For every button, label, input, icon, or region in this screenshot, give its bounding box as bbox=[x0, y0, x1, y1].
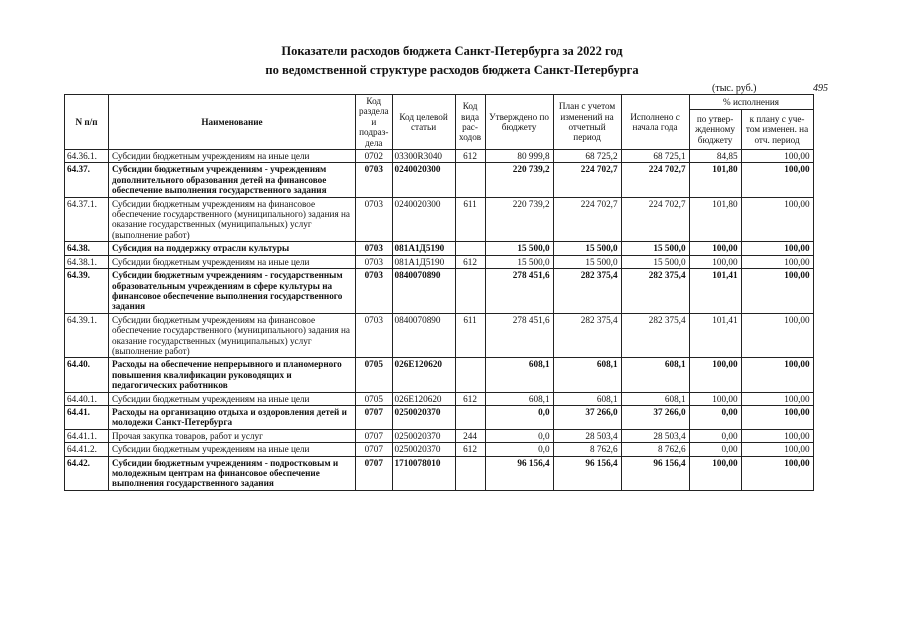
table-row bbox=[65, 456, 814, 490]
cell-executed: 96 156,4 bbox=[621, 456, 689, 490]
cell-num: 64.36.1. bbox=[65, 150, 109, 163]
cell-section: 0707 bbox=[356, 405, 393, 429]
cell-num: 64.41.2. bbox=[65, 443, 109, 456]
cell-executed: 15 500,0 bbox=[621, 242, 689, 255]
cell-pct-budget: 100,00 bbox=[689, 392, 741, 405]
cell-num: 64.40.1. bbox=[65, 392, 109, 405]
col-header-pct-budget: по утвер-жденному бюджету bbox=[689, 109, 741, 149]
cell-pct-plan: 100,00 bbox=[741, 269, 813, 314]
cell-name: Расходы на обеспечение непрерывного и планомерного повышения квалификации руководящих и педагогических работников bbox=[109, 358, 356, 392]
cell-pct-budget: 100,00 bbox=[689, 242, 741, 255]
cell-plan: 8 762,6 bbox=[553, 443, 621, 456]
cell-target: 0840070890 bbox=[392, 313, 455, 358]
cell-target: 0240020300 bbox=[392, 197, 455, 242]
cell-target: 081A1Д5190 bbox=[392, 255, 455, 268]
page-number: 495 bbox=[813, 83, 828, 94]
cell-section: 0707 bbox=[356, 456, 393, 490]
table-row bbox=[65, 392, 814, 405]
cell-executed: 224 702,7 bbox=[621, 163, 689, 197]
cell-section: 0707 bbox=[356, 443, 393, 456]
cell-pct-plan: 100,00 bbox=[741, 429, 813, 442]
cell-section: 0703 bbox=[356, 242, 393, 255]
cell-executed: 68 725,1 bbox=[621, 150, 689, 163]
cell-num: 64.39.1. bbox=[65, 313, 109, 358]
cell-name: Расходы на организацию отдыха и оздоровления детей и молодежи Санкт-Петербурга bbox=[109, 405, 356, 429]
cell-target: 081A1Д5190 bbox=[392, 242, 455, 255]
cell-executed: 8 762,6 bbox=[621, 443, 689, 456]
cell-section: 0703 bbox=[356, 269, 393, 314]
cell-approved: 278 451,6 bbox=[485, 269, 553, 314]
cell-pct-plan: 100,00 bbox=[741, 405, 813, 429]
cell-type bbox=[455, 456, 485, 490]
cell-num: 64.42. bbox=[65, 456, 109, 490]
cell-target: 0840070890 bbox=[392, 269, 455, 314]
cell-target: 1710078010 bbox=[392, 456, 455, 490]
report-title: Показатели расходов бюджета Санкт-Петербурга за 2022 год bbox=[281, 44, 623, 58]
cell-section: 0702 bbox=[356, 150, 393, 163]
table-row bbox=[65, 443, 814, 456]
cell-num: 64.37. bbox=[65, 163, 109, 197]
col-header-num: N п/п bbox=[65, 95, 109, 150]
table-row bbox=[65, 150, 814, 163]
col-header-percent: % исполнения bbox=[689, 95, 813, 110]
cell-type: 611 bbox=[455, 313, 485, 358]
cell-pct-plan: 100,00 bbox=[741, 443, 813, 456]
cell-plan: 68 725,2 bbox=[553, 150, 621, 163]
cell-num: 64.41. bbox=[65, 405, 109, 429]
cell-approved: 278 451,6 bbox=[485, 313, 553, 358]
cell-section: 0705 bbox=[356, 392, 393, 405]
cell-target: 0240020300 bbox=[392, 163, 455, 197]
col-header-pct-plan: к плану с уче-том изменен. на отч. период bbox=[741, 109, 813, 149]
cell-pct-plan: 100,00 bbox=[741, 150, 813, 163]
cell-pct-budget: 100,00 bbox=[689, 255, 741, 268]
cell-num: 64.40. bbox=[65, 358, 109, 392]
cell-plan: 96 156,4 bbox=[553, 456, 621, 490]
cell-name: Прочая закупка товаров, работ и услуг bbox=[109, 429, 356, 442]
cell-num: 64.39. bbox=[65, 269, 109, 314]
cell-section: 0705 bbox=[356, 358, 393, 392]
col-header-approved: Утверждено по бюджету bbox=[485, 95, 553, 150]
cell-approved: 0,0 bbox=[485, 405, 553, 429]
cell-pct-plan: 100,00 bbox=[741, 313, 813, 358]
cell-plan: 224 702,7 bbox=[553, 197, 621, 242]
cell-pct-budget: 101,80 bbox=[689, 197, 741, 242]
col-header-name: Наименование bbox=[109, 95, 356, 150]
cell-type bbox=[455, 405, 485, 429]
cell-section: 0703 bbox=[356, 255, 393, 268]
table-row bbox=[65, 163, 814, 197]
cell-pct-plan: 100,00 bbox=[741, 197, 813, 242]
table-row bbox=[65, 358, 814, 392]
cell-pct-budget: 0,00 bbox=[689, 405, 741, 429]
cell-pct-budget: 100,00 bbox=[689, 456, 741, 490]
cell-name: Субсидии бюджетным учреждениям на финансовое обеспечение государственного (муниципального) задания на оказание государственных (муниципальных) услуг (выполнение работ) bbox=[109, 197, 356, 242]
budget-table bbox=[64, 94, 814, 491]
cell-approved: 96 156,4 bbox=[485, 456, 553, 490]
cell-name: Субсидии бюджетным учреждениям на иные цели bbox=[109, 255, 356, 268]
cell-type: 612 bbox=[455, 443, 485, 456]
cell-pct-budget: 101,80 bbox=[689, 163, 741, 197]
cell-name: Субсидия на поддержку отрасли культуры bbox=[109, 242, 356, 255]
cell-plan: 282 375,4 bbox=[553, 313, 621, 358]
cell-executed: 282 375,4 bbox=[621, 269, 689, 314]
cell-pct-plan: 100,00 bbox=[741, 392, 813, 405]
cell-executed: 608,1 bbox=[621, 392, 689, 405]
report-subtitle: по ведомственной структуре расходов бюджета Санкт-Петербурга bbox=[265, 63, 639, 77]
cell-num: 64.41.1. bbox=[65, 429, 109, 442]
cell-plan: 224 702,7 bbox=[553, 163, 621, 197]
cell-pct-budget: 100,00 bbox=[689, 358, 741, 392]
cell-type: 612 bbox=[455, 255, 485, 268]
cell-name: Субсидии бюджетным учреждениям на финансовое обеспечение государственного (муниципального) задания на оказание государственных (муниципальных) услуг (выполнение работ) bbox=[109, 313, 356, 358]
cell-target: 026E120620 bbox=[392, 392, 455, 405]
cell-approved: 608,1 bbox=[485, 358, 553, 392]
cell-num: 64.37.1. bbox=[65, 197, 109, 242]
cell-pct-budget: 84,85 bbox=[689, 150, 741, 163]
cell-name: Субсидии бюджетным учреждениям - государственным образовательным учреждениям в сфере культуры на финансовое обеспечение выполнения государственного задания bbox=[109, 269, 356, 314]
cell-type bbox=[455, 269, 485, 314]
cell-pct-budget: 101,41 bbox=[689, 313, 741, 358]
col-header-plan: План с учетом изменений на отчетный период bbox=[553, 95, 621, 150]
table-header bbox=[65, 95, 814, 150]
cell-pct-budget: 0,00 bbox=[689, 443, 741, 456]
cell-approved: 15 500,0 bbox=[485, 255, 553, 268]
cell-approved: 80 999,8 bbox=[485, 150, 553, 163]
cell-section: 0703 bbox=[356, 197, 393, 242]
col-header-type: Код вида рас-ходов bbox=[455, 95, 485, 150]
cell-executed: 15 500,0 bbox=[621, 255, 689, 268]
cell-type bbox=[455, 358, 485, 392]
cell-target: 0250020370 bbox=[392, 429, 455, 442]
table-row bbox=[65, 429, 814, 442]
cell-name: Субсидии бюджетным учреждениям - учреждениям дополнительного образования детей на финансовое обеспечение выполнения государственного задания bbox=[109, 163, 356, 197]
cell-plan: 28 503,4 bbox=[553, 429, 621, 442]
cell-target: 026E120620 bbox=[392, 358, 455, 392]
cell-approved: 220 739,2 bbox=[485, 163, 553, 197]
cell-plan: 15 500,0 bbox=[553, 255, 621, 268]
cell-plan: 15 500,0 bbox=[553, 242, 621, 255]
cell-num: 64.38.1. bbox=[65, 255, 109, 268]
cell-section: 0703 bbox=[356, 313, 393, 358]
cell-type bbox=[455, 242, 485, 255]
cell-section: 0707 bbox=[356, 429, 393, 442]
cell-executed: 608,1 bbox=[621, 358, 689, 392]
table-row bbox=[65, 269, 814, 314]
units-label: (тыс. руб.) bbox=[712, 83, 757, 94]
cell-approved: 0,0 bbox=[485, 429, 553, 442]
table-row bbox=[65, 313, 814, 358]
cell-pct-plan: 100,00 bbox=[741, 358, 813, 392]
cell-section: 0703 bbox=[356, 163, 393, 197]
cell-target: 03300R3040 bbox=[392, 150, 455, 163]
cell-plan: 282 375,4 bbox=[553, 269, 621, 314]
col-header-executed: Исполнено с начала года bbox=[621, 95, 689, 150]
cell-pct-plan: 100,00 bbox=[741, 255, 813, 268]
table-row bbox=[65, 197, 814, 242]
cell-pct-budget: 101,41 bbox=[689, 269, 741, 314]
cell-pct-plan: 100,00 bbox=[741, 163, 813, 197]
cell-executed: 224 702,7 bbox=[621, 197, 689, 242]
table-row bbox=[65, 255, 814, 268]
table-row bbox=[65, 242, 814, 255]
cell-plan: 608,1 bbox=[553, 392, 621, 405]
cell-type: 612 bbox=[455, 150, 485, 163]
table-body bbox=[65, 150, 814, 491]
cell-name: Субсидии бюджетным учреждениям - подростковым и молодежным центрам на финансовое обеспечение выполнения государственного задания bbox=[109, 456, 356, 490]
cell-pct-plan: 100,00 bbox=[741, 456, 813, 490]
cell-executed: 282 375,4 bbox=[621, 313, 689, 358]
cell-approved: 0,0 bbox=[485, 443, 553, 456]
cell-target: 0250020370 bbox=[392, 405, 455, 429]
cell-type bbox=[455, 163, 485, 197]
cell-executed: 37 266,0 bbox=[621, 405, 689, 429]
cell-plan: 37 266,0 bbox=[553, 405, 621, 429]
table-row bbox=[65, 405, 814, 429]
cell-plan: 608,1 bbox=[553, 358, 621, 392]
cell-type: 612 bbox=[455, 392, 485, 405]
col-header-section: Код раздела и подраз-дела bbox=[356, 95, 393, 150]
cell-num: 64.38. bbox=[65, 242, 109, 255]
cell-target: 0250020370 bbox=[392, 443, 455, 456]
cell-type: 611 bbox=[455, 197, 485, 242]
cell-approved: 15 500,0 bbox=[485, 242, 553, 255]
cell-pct-budget: 0,00 bbox=[689, 429, 741, 442]
cell-type: 244 bbox=[455, 429, 485, 442]
cell-name: Субсидии бюджетным учреждениям на иные цели bbox=[109, 392, 356, 405]
cell-executed: 28 503,4 bbox=[621, 429, 689, 442]
cell-name: Субсидии бюджетным учреждениям на иные цели bbox=[109, 443, 356, 456]
col-header-target: Код целевой статьи bbox=[392, 95, 455, 150]
cell-approved: 220 739,2 bbox=[485, 197, 553, 242]
cell-approved: 608,1 bbox=[485, 392, 553, 405]
cell-pct-plan: 100,00 bbox=[741, 242, 813, 255]
cell-name: Субсидии бюджетным учреждениям на иные цели bbox=[109, 150, 356, 163]
